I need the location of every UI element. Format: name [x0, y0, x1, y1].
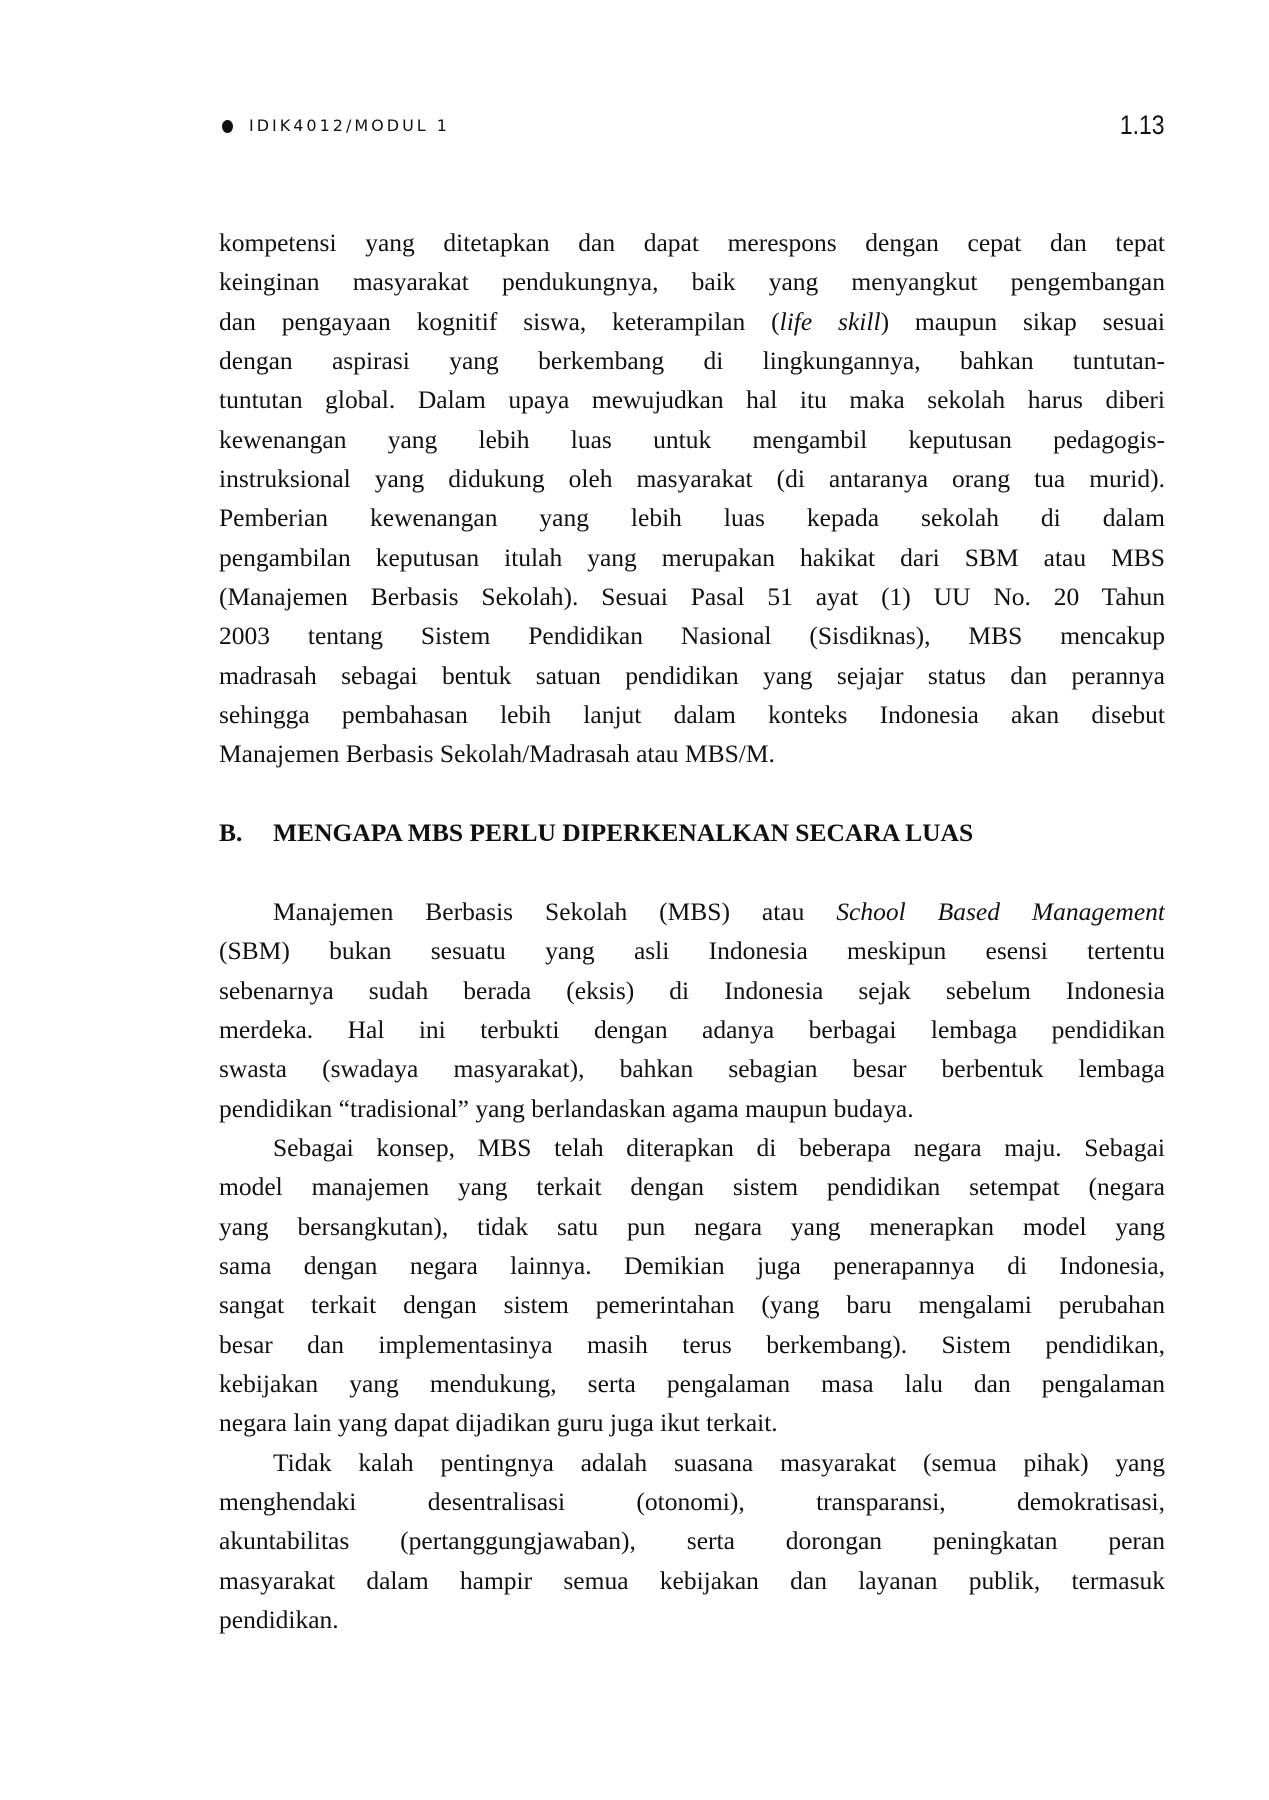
text-line: besar dan implementasinya masih terus berkembang). Sistem pendidikan,: [219, 1329, 1165, 1359]
text-line: kebijakan yang mendukung, serta pengalaman masa lalu dan pengalaman: [219, 1368, 1165, 1398]
text-line: merdeka. Hal ini terbukti dengan adanya berbagai lembaga pendidikan: [219, 1014, 1165, 1044]
spacer: [219, 774, 1165, 813]
section-number: B.: [219, 818, 243, 848]
text-line: pendidikan.: [219, 1605, 339, 1635]
text-line: pendidikan “tradisional” yang berlandaskan agama maupun budaya.: [219, 1093, 914, 1123]
text-line: (SBM) bukan sesuatu yang asli Indonesia meskipun esensi tertentu: [219, 936, 1165, 966]
text-line: Pemberian kewenangan yang lebih luas kepada sekolah di dalam: [219, 503, 1165, 533]
bullet-icon: [222, 120, 233, 133]
text-line: [219, 892, 1165, 931]
section-heading: [219, 813, 1165, 852]
text-line: sangat terkait dengan sistem pemerintahan (yang baru mengalami perubahan: [219, 1290, 1165, 1320]
text-line: sehingga pembahasan lebih lanjut dalam konteks Indonesia akan disebut: [219, 700, 1165, 730]
text-line: sebenarnya sudah berada (eksis) di Indonesia sejak sebelum Indonesia: [219, 975, 1165, 1005]
paragraph: [219, 1128, 1165, 1443]
text-line: keinginan masyarakat pendukungnya, baik yang menyangkut pengembangan: [219, 267, 1165, 297]
text-line: madrasah sebagai bentuk satuan pendidikan yang sejajar status dan perannya: [219, 660, 1165, 690]
text-line: kompetensi yang ditetapkan dan dapat merespons dengan cepat dan tepat: [219, 228, 1165, 257]
italic-term: life skill: [779, 306, 881, 336]
text-line: kewenangan yang lebih luas untuk mengambil keputusan pedagogis-: [219, 424, 1165, 454]
text-line: 2003 tentang Sistem Pendidikan Nasional (Sisdiknas), MBS mencakup: [219, 621, 1165, 651]
text-line: akuntabilitas (pertanggungjawaban), serta dorongan peningkatan peran: [219, 1526, 1165, 1556]
text-segment: ) maupun sikap sesuai: [880, 306, 1165, 336]
italic-term: School Based Management: [836, 896, 1165, 926]
text-line: masyarakat dalam hampir semua kebijakan dan layanan publik, termasuk: [219, 1565, 1165, 1595]
text-line: Tidak kalah pentingnya adalah suasana masyarakat (semua pihak) yang: [273, 1447, 1165, 1477]
text-line: Sebagai konsep, MBS telah diterapkan di beberapa negara maju. Sebagai: [273, 1132, 1165, 1162]
page-header: [219, 110, 1165, 142]
text-line: [219, 302, 1165, 341]
text-line: negara lain yang dapat dijadikan guru juga ikut terkait.: [219, 1408, 778, 1438]
text-segment: Manajemen Berbasis Sekolah (MBS) atau: [273, 896, 837, 926]
text-line: sama dengan negara lainnya. Demikian juga penerapannya di Indonesia,: [219, 1250, 1165, 1280]
section-title: MENGAPA MBS PERLU DIPERKENALKAN SECARA LUAS: [273, 818, 974, 848]
text-line: yang bersangkutan), tidak satu pun negara yang menerapkan model yang: [219, 1211, 1165, 1241]
text-line: model manajemen yang terkait dengan sistem pendidikan setempat (negara: [219, 1172, 1165, 1202]
text-line: instruksional yang didukung oleh masyarakat (di antaranya orang tua murid).: [219, 464, 1165, 494]
text-line: (Manajemen Berbasis Sekolah). Sesuai Pasal 51 ayat (1) UU No. 20 Tahun: [219, 582, 1165, 612]
text-line: swasta (swadaya masyarakat), bahkan sebagian besar berbentuk lembaga: [219, 1054, 1165, 1084]
text-line: pengambilan keputusan itulah yang merupakan hakikat dari SBM atau MBS: [219, 542, 1165, 572]
module-code: IDIK4012/MODUL 1: [249, 116, 450, 135]
page-number: 1.13: [1120, 110, 1165, 140]
paragraph: [219, 1443, 1165, 1640]
paragraph: [219, 892, 1165, 1128]
text-line: dengan aspirasi yang berkembang di lingkungannya, bahkan tuntutan-: [219, 346, 1165, 376]
text-line: menghendaki desentralisasi (otonomi), transparansi, demokratisasi,: [219, 1487, 1165, 1516]
text-line: Manajemen Berbasis Sekolah/Madrasah atau MBS/M.: [219, 739, 775, 769]
text-segment: dan pengayaan kognitif siswa, keterampilan (: [219, 306, 780, 336]
paragraph: [219, 223, 1165, 774]
spacer: [219, 853, 1165, 892]
document-body: [219, 223, 1165, 1639]
text-line: tuntutan global. Dalam upaya mewujudkan hal itu maka sekolah harus diberi: [219, 385, 1165, 415]
